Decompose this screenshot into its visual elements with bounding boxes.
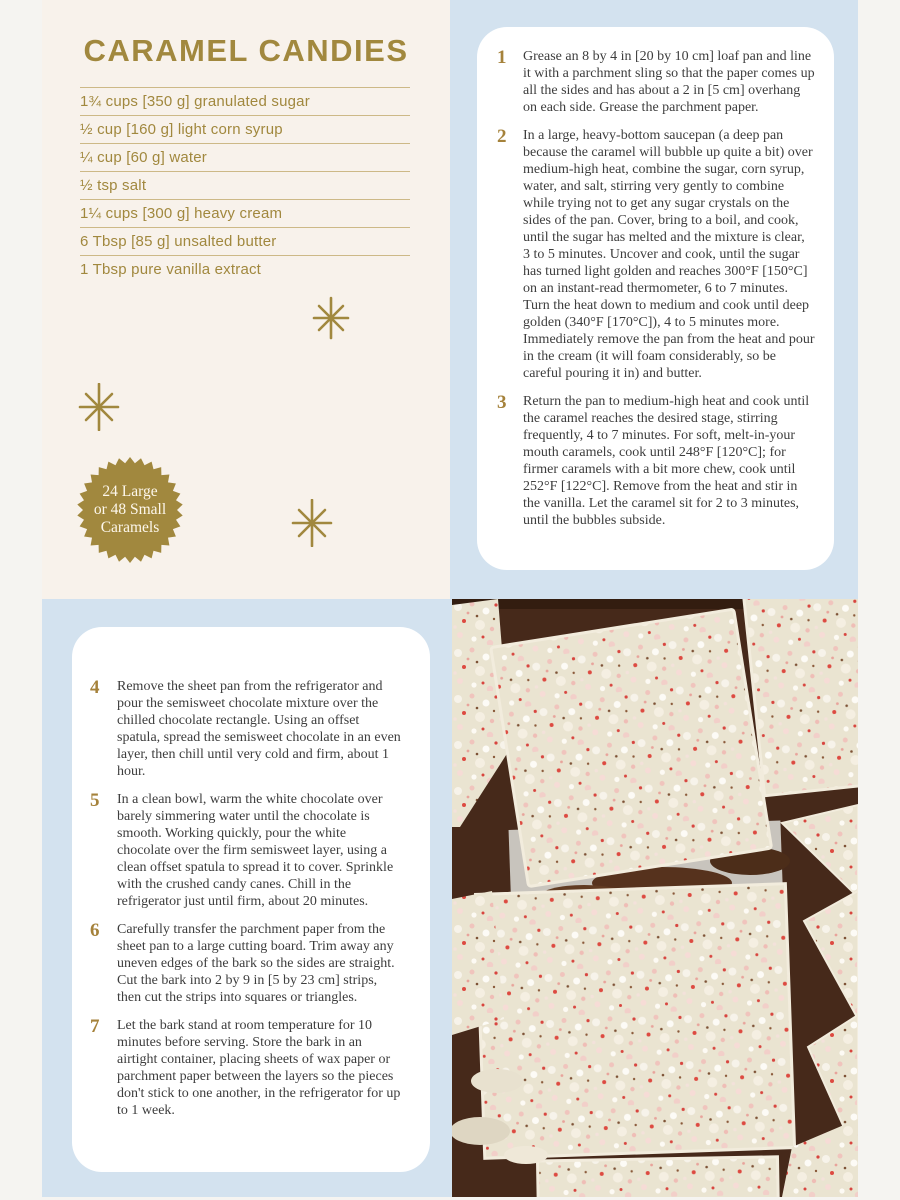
- step-number: 1: [497, 47, 507, 68]
- peppermint-bark-illustration: [452, 599, 858, 1197]
- yield-badge: [76, 456, 184, 564]
- instructions-card-bottom: [72, 627, 430, 1172]
- ingredient-item: ½ cup [160 g] light corn syrup: [80, 115, 410, 143]
- instructions-card-top: [477, 27, 834, 570]
- yield-line: or 48 Small: [93, 501, 167, 518]
- step-text: Return the pan to medium-high heat and cook until the caramel reaches the desired stage, stirring frequently, 4 to 7 minutes. For soft, melt-in-your mouth caramels, cook until 248°F [120°C]; for firmer caramels with a bit more chew, cook until 252°F [122°C]. Remove from the heat and stir in the vanilla. Let the caramel sit for 2 to 3 minutes, until the bubbles subside.: [523, 394, 810, 528]
- ingredient-item: 1¾ cups [350 g] granulated sugar: [80, 87, 410, 115]
- step-number: 2: [497, 126, 507, 147]
- recipe-step: [72, 921, 430, 1006]
- recipe-step: [477, 48, 834, 116]
- step-text: In a large, heavy-bottom saucepan (a deep pan because the caramel will bubble up quite a bit) over medium-high heat, combine the sugar, corn syrup, water, and salt, stirring very gently to combine while trying not to get any sugar crystals on the sides of the pan. Cover, bring to a boil, and cook, until the sugar has melted and the mixture is clear, 3 to 5 minutes. Uncover and cook, until the sugar has turned light golden and reaches 300°F [150°C] on an instant-read thermometer, 6 to 7 minutes. Turn the heat down to medium and cook until deep golden (340°F [170°C]), 4 to 5 minutes more. Immediately remove the pan from the heat and pour in the cream (it will foam considerably, so be careful pouring it in) and butter.: [523, 128, 815, 381]
- yield-line: 24 Large: [102, 483, 158, 500]
- step-text: In a clean bowl, warm the white chocolate over barely simmering water until the chocolate is smooth. Working quickly, pour the white chocolate over the firm semisweet layer, using a clean offset spatula to spread it to cover. Sprinkle with the crushed candy canes. Chill in the refrigerator just until firm, about 20 minutes.: [117, 792, 394, 909]
- recipe-title: CARAMEL CANDIES: [83, 33, 409, 68]
- yield-badge-text: [76, 456, 184, 564]
- ingredient-item: ½ tsp salt: [80, 171, 410, 199]
- starburst-icon: [75, 383, 123, 431]
- ingredients-list: [80, 87, 410, 283]
- ingredient-item: 1¼ cups [300 g] heavy cream: [80, 199, 410, 227]
- recipe-step: [477, 127, 834, 382]
- yield-line: Caramels: [100, 519, 160, 536]
- recipe-step: [477, 393, 834, 529]
- step-number: 4: [90, 677, 100, 698]
- ingredient-item: 6 Tbsp [85 g] unsalted butter: [80, 227, 410, 255]
- step-text: Remove the sheet pan from the refrigerator and pour the semisweet chocolate mixture over the chilled chocolate rectangle. Using an offset spatula, spread the semisweet chocolate in an even layer, then chill until very cold and firm, about 1 hour.: [117, 679, 401, 779]
- ingredient-item: ¼ cup [60 g] water: [80, 143, 410, 171]
- step-text: Grease an 8 by 4 in [20 by 10 cm] loaf pan and line it with a parchment sling so that the paper comes up all the sides and has about a 2 in [5 cm] overhang on each side. Grease the parchment paper.: [523, 49, 815, 115]
- step-number: 6: [90, 920, 100, 941]
- peppermint-bark-photo: [452, 599, 858, 1197]
- starburst-icon: [288, 499, 336, 547]
- ingredient-item: 1 Tbsp pure vanilla extract: [80, 255, 410, 283]
- step-text: Carefully transfer the parchment paper from the sheet pan to a large cutting board. Trim away any uneven edges of the bark so the sides are straight. Cut the bark into 2 by 9 in [5 by 23 cm] strips, then cut the strips into squares or triangles.: [117, 922, 395, 1005]
- step-text: Let the bark stand at room temperature for 10 minutes before serving. Store the bark in an airtight container, placing sheets of wax paper or parchment paper between the layers so the pieces don't stick to one another, in the refrigerator for up to 1 week.: [117, 1018, 401, 1118]
- recipe-step: [72, 791, 430, 910]
- starburst-icon: [309, 296, 353, 340]
- recipe-step: [72, 1017, 430, 1119]
- step-number: 7: [90, 1016, 100, 1037]
- step-number: 5: [90, 790, 100, 811]
- recipe-step: [72, 678, 430, 780]
- step-number: 3: [497, 392, 507, 413]
